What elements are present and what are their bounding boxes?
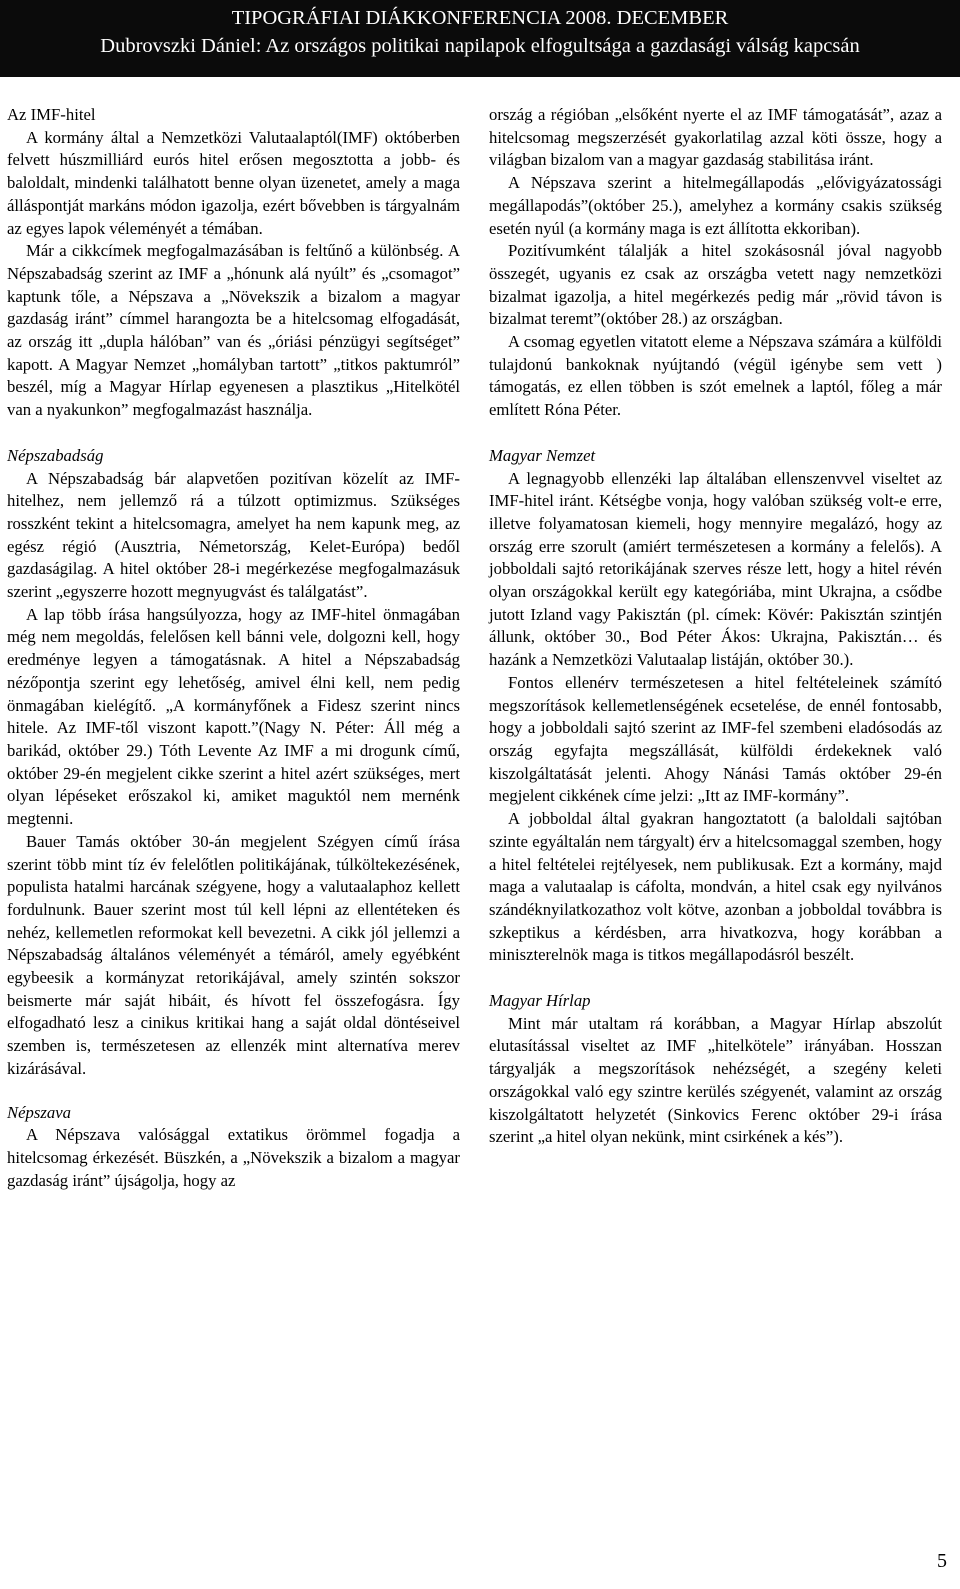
paragraph: A jobboldal által gyakran hangoztatott (a baloldali sajtóban szinte egyáltalán nem tárgyalt) érv a hitelcsomaggal szemben, hogy a hitel feltételei rejtélyesek, nem publikusak. Ezt a kormány, majd maga a valutaalap is cáfolta, mondván, a hitel csak egy nyilvános szándéknyilatkozathoz volt kötve, azonban a jobboldal továbbra is szkeptikus a kérdésben, arra hivatkozva, hogy korábban a miniszterelnök maga is titkos megállapodásról beszélt. bbox=[489, 809, 942, 965]
left-column bbox=[7, 104, 460, 1192]
right-column bbox=[489, 104, 942, 1149]
section-title-imf: Az IMF-hitel bbox=[7, 105, 96, 124]
paragraph: A lap több írása hangsúlyozza, hogy az IMF-hitel önmagában még nem megoldás, felelősen kell bánni vele, dolgozni kell, hogy eredménye legyen a támogatásnak. A hitel a Népszabadság nézőpontja szerint egy lehetőség, amivel élni kell, nem pedig önmagában kielégítő. „A kormányfőnek a Fidesz szerint nincs hitele. Az IMF-től viszont kapott.”(Nagy N. Péter: Áll még a barikád, október 29.) Tóth Levente Az IMF a mi drogunk című, október 29-én megjelent cikke szerint a hitel azért szükséges, mert olyan lépéseket erőszakol ki, amiket maguktól nem mernénk megtenni. bbox=[7, 604, 460, 829]
paragraph: Mint már utaltam rá korábban, a Magyar Hírlap abszolút elutasítással viseltet az IMF „hitelkötele” irányában. Hosszan tárgyalják a megszorítások nehézségét, a szegény keleti országokkal való egy szintre kerülés szégyenét, valamint az ország kiszolgáltatott helyzetét (Sinkovics Ferenc október 29-i írása szerint „a hitel olyan nekünk, mint csirkének a kés”). bbox=[489, 1013, 942, 1147]
paragraph: Pozitívumként tálalják a hitel szokásosnál jóval nagyobb összegét, ugyanis ez csak az országba vetett nagy nemzetközi bizalmat igazolja, a hitel megérkezés pedig már „rövid távon is bizalmat teremt”(október 28.) az országban. bbox=[489, 241, 942, 329]
paragraph: A kormány által a Nemzetközi Valutaalaptól(IMF) októberben felvett húszmilliárd eurós hitel erősen megosztotta a jobb- és baloldalt, mindenki találhatott benne olyan üzenetet, amely a maga álláspontját markáns módon igazolja, ezért bővebben is tárgyalnám az egyes lapok véleményét a témában. bbox=[7, 127, 460, 238]
paragraph: A Népszabadság bár alapvetően pozitívan közelít az IMF-hitelhez, nem jellemző rá a túlzott optimizmus. Szükséges rosszként tekint a hitelcsomagra, amelyet ha nem kapunk meg, az egész régió (Ausztria, Németország, Kelet-Európa) bedől gazdaságilag. A hitel október 28-i megérkezése megfogalmazásuk szerint „egyszerre hozott megnyugvást és találgatást”. bbox=[7, 468, 460, 602]
section-title-nepszabadsag: Népszabadság bbox=[7, 445, 104, 465]
paragraph: A csomag egyetlen vitatott eleme a Népszava számára a külföldi tulajdonú bankoknak nyújtandó (végül igénybe sem vett ) támogatás, ez ellen többen is szót emelnek a laptól, főleg a már említett Róna Péter. bbox=[489, 332, 942, 420]
paragraph: ország a régióban „elsőként nyerte el az IMF támogatását”, azaz a hitelcsomag megszerzését gyakorlatilag azzal köti össze, hogy a világban bizalom van a magyar gazdaság stabilitása iránt. bbox=[489, 105, 942, 170]
page-number: 5 bbox=[937, 1550, 947, 1572]
header-conference-line: TIPOGRÁFIAI DIÁKKONFERENCIA 2008. DECEMBER bbox=[231, 7, 729, 29]
paragraph: Már a cikkcímek megfogalmazásában is feltűnő a különbség. A Népszabadság szerint az IMF a „hónunk alá nyúlt” és „csomagot” kaptunk tőle, a Népszava a „Növekszik a bizalom a magyar gazdaság iránt” címmel harangozta be a hitelcsomag elfogadását, az ország itt „dupla hálóban” van és „óriási pénzügyi segítséget” kapott. A Magyar Nemzet „homályban tartott” „titkos paktumról” beszél, míg a Magyar Hírlap egyenesen a plasztikus „Hitelkötél van a nyakunkon” megfogalmazást használja. bbox=[7, 241, 460, 420]
section-title-nepszava: Népszava bbox=[7, 1102, 71, 1122]
paragraph: A Népszava valósággal extatikus örömmel fogadja a hitelcsomag érkezését. Büszkén, a „Növekszik a bizalom a magyar gazdaság iránt” újságolja, hogy az bbox=[7, 1125, 460, 1190]
paragraph: Fontos ellenérv természetesen a hitel feltételeinek számító megszorítások kellemetlenségének ecsetelése, de ennél fontosabb, hogy a jobboldali sajtó szerint az IMF-fel szembeni eladósodás az ország egyfajta megszállását, külföldi érdekeknek való kiszolgáltatását jelenti. Ahogy Nánási Tamás október 29-én megjelent cikkének címe jelzi: „Itt az IMF-kormány”. bbox=[489, 672, 942, 806]
section-title-magyar-hirlap: Magyar Hírlap bbox=[489, 991, 591, 1011]
section-title-magyar-nemzet: Magyar Nemzet bbox=[489, 445, 596, 465]
running-header bbox=[0, 0, 960, 77]
header-author-title-line: Dubrovszki Dániel: Az országos politikai napilapok elfogultsága a gazdasági válság kapcsán bbox=[100, 35, 860, 57]
paragraph: A legnagyobb ellenzéki lap általában ellenszenvvel viseltet az IMF-hitel iránt. Kétségbe vonja, hogy valóban szükség volt-e erre, illetve folyamatosan kiemeli, hogy mennyire megalázó, hogy az ország erre szorult (amiért természetesen a kormány a felelős). A jobboldali sajtó retorikájának szerves része lett, hogy a hitel révén olyan országokkal került egy kategóriába, mint Ukrajna, a csődbe jutott Izland vagy Pakisztán (pl. címek: Kövér: Pakisztán szintjén állunk, október 30., Bod Péter Ákos: Ukrajna, Pakisztán… és hazánk a Nemzetközi Valutaalap listáján, október 30.). bbox=[489, 468, 942, 670]
paragraph: Bauer Tamás október 30-án megjelent Szégyen című írása szerint több mint tíz év felelőtlen politikájának, túlköltekezésének, populista hatalmi harcának szégyene, hogy a valutaalaphoz kellett fordulnunk. Bauer szerint most túl kell lépni az ellentéteken és nehéz, kellemetlen reformokat kell bevezetni. A cikk jól jellemzi a Népszabadság általános véleményét a témáról, amely egyébként egybeesik a kormányzat retorikájával, amely szintén sokszor beismerte már saját hibáit, és hívott fel összefogásra. Így elfogadható lesz a cinikus kritikai hang a saját oldal döntéseivel szemben is, természetesen az ellenzék mint alternatíva merev kizárásával. bbox=[7, 831, 460, 1078]
paragraph: A Népszava szerint a hitelmegállapodás „elővigyázatossági megállapodás”(október 25.), amelyhez a kormány csakis szükség esetén nyúl (a kormány maga is ezt állította ekkoriban). bbox=[489, 173, 942, 238]
